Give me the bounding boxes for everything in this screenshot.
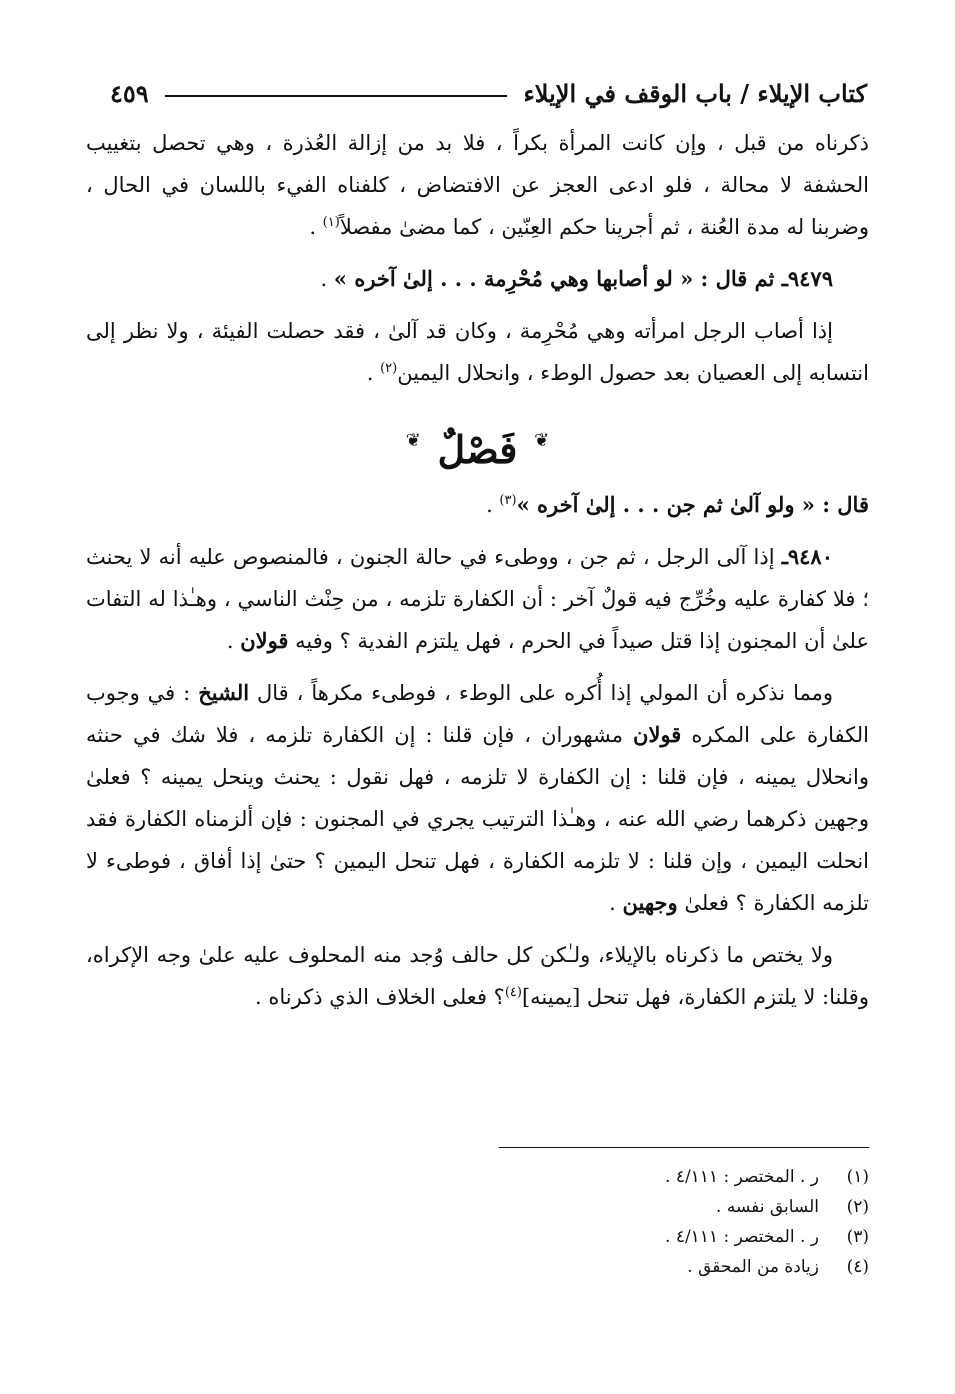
paragraph-9480 [86,536,869,662]
footnote-ref[interactable]: (١) [322,215,340,230]
footnote-rule [499,1147,869,1148]
paragraph-3 [86,310,869,394]
punctuation: . [366,361,381,385]
quoted-text: « ولو آلىٰ ثم جن . . . إلىٰ آخره » [516,492,815,517]
footnote-text: ر . المختصر : ٤/١١١ . [665,1167,819,1187]
issue-number: ٩٤٧٩ـ ثم قال : [693,266,833,291]
punctuation: . [609,891,623,915]
footnotes [86,1162,869,1282]
fasl-label: فَصْلٌ [437,427,518,472]
bold-term: الشيخ [198,680,250,705]
paragraph-9479-heading [86,258,869,300]
footnote-number: (١) [846,1167,869,1187]
footnote-item [86,1222,869,1252]
punctuation: . [226,629,241,653]
paragraph-1 [86,122,869,248]
paragraph-text: ومما نذكره أن المولي إذا أُكره على الوطء ، فوطىء مكرهاً ، قال [249,681,833,705]
ornament-icon: ❦ [405,430,421,451]
footnote-text: زيادة من المحقق . [687,1257,819,1277]
footnote-item [86,1252,869,1282]
paragraph-text: ذكرناه من قبل ، وإن كانت المرأة بكراً ، فلا بد من إزالة العُذرة ، وهي تحصل بتغييب الحشفة لا محالة ، فلو ادعى العجز عن الافتضاض ، كلفناه الفيء باللسان في الحال ، وضربنا له مدة العُنة ، ثم أجرينا حكم العِنّين ، كما مضىٰ مفصلاً [86,131,870,239]
footnote-text: ر . المختصر : ٤/١١١ . [665,1227,819,1247]
paragraph-text: ؟ فعلى الخلاف الذي ذكرناه . [255,985,505,1009]
paragraph-6 [86,672,869,924]
footnote-item [86,1192,869,1222]
running-title: كتاب الإيلاء / باب الوقف في الإيلاء [523,78,867,108]
footnote-item [86,1162,869,1192]
punctuation: . [486,493,500,517]
paragraph-qala [86,484,869,526]
page-number: ٤٥٩ [110,78,149,108]
footnote-ref[interactable]: (٢) [380,361,398,376]
paragraph-text: إذا آلى الرجل ، ثم جن ، ووطىء في حالة الجنون ، فالمنصوص عليه أنه لا يحنث ؛ فلا كفارة عليه وخُرِّج فيه قولٌ آخر : أن الكفارة تلزمه ، من حِنْث الناسي ، وهـٰذا له التفات علىٰ أن المجنون إذا قتل صيداً في الحرم ، فهل يلتزم الفدية ؟ وفيه [86,545,869,653]
footnote-ref[interactable]: (٤) [504,985,522,1000]
main-text [86,122,869,1018]
quoted-text: « لو أصابها وهي مُحْرِمة . . . إلىٰ آخره » [333,266,694,291]
footnote-number: (٤) [846,1257,869,1277]
footnote-text: السابق نفسه . [716,1197,819,1217]
issue-number: ٩٤٨٠ـ [781,544,833,569]
bold-term: وجهين [622,890,678,915]
section-heading-fasl [86,420,869,480]
punctuation: . [320,267,334,291]
paragraph-text: إذا أصاب الرجل امرأته وهي مُحْرِمة ، وكان قد آلىٰ ، فقد حصلت الفيئة ، ولا نظر إلى انتسابه إلى العصيان بعد حصول الوطء ، وانحلال اليمين [86,319,869,385]
bold-term: قولان [633,722,682,747]
paragraph-text: : في وجوب الكفارة على المكره [86,681,869,747]
footnote-ref[interactable]: (٣) [499,493,517,508]
footnote-number: (٢) [846,1197,869,1217]
header-rule [165,95,508,97]
bold-term: قولان [240,628,289,653]
paragraph-7 [86,934,869,1018]
footnote-number: (٣) [846,1227,869,1247]
punctuation: . [309,215,323,239]
ornament-icon: ❦ [534,430,550,451]
paragraph-text: ولا يختص ما ذكرناه بالإيلاء، ولـٰكن كل حالف وُجد منه المحلوف عليه علىٰ وجه الإكراه، وقلنا: لا يلتزم الكفارة، فهل تنحل [يمينه] [86,943,869,1009]
page-header [110,70,867,116]
paragraph-text: مشهوران ، فإن قلنا : إن الكفارة تلزمه ، فلا شك في حنثه وانحلال يمينه ، فإن قلنا : إن الكفارة لا تلزمه ، فهل نقول : يحنث وينحل يمينه ؟ فعلىٰ وجهين ذكرهما رضي الله عنه ، وهـٰذا الترتيب يجري في المجنون : فإن ألزمناه الكفارة فقد انحلت اليمين ، وإن قلنا : لا تلزمه الكفارة ، فهل تنحل اليمين ؟ حتىٰ إذا أفاق ، فوطىء لا تلزمه الكفارة ؟ فعلىٰ [86,723,870,915]
lead-text: قال : [814,492,869,517]
